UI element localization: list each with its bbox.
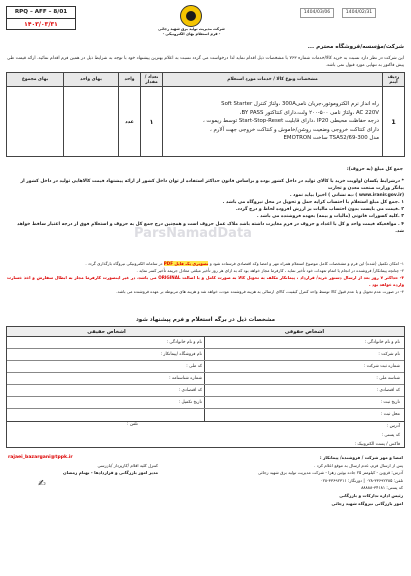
note-1b: (www.iranir.gov.ir ) ،به نشانی ) اخیرا بیاید نمود . (289, 193, 404, 199)
contact-area (7, 421, 404, 449)
footer-contact (163, 454, 403, 507)
real-persons-fields (7, 337, 206, 421)
postal-code-field[interactable]: کد پستی : (381, 433, 400, 438)
row-number: 1 (383, 87, 405, 157)
form-code-box (6, 6, 76, 30)
legal-persons-fields (204, 337, 404, 421)
item-qty: ۱ (141, 87, 163, 157)
col-qty-header: تعداد / مقدار (141, 73, 163, 87)
legal-field[interactable]: تاریخ ثبت : (205, 397, 404, 409)
table-row (7, 87, 405, 157)
real-field[interactable] (7, 409, 206, 421)
form-code: RPQ – AFF – 8/01 (7, 7, 75, 19)
tel-field[interactable]: تلفن : (127, 422, 138, 427)
col-desc-header: مشخصات ونوع کالا / خدمات موردِ استعلام (163, 73, 383, 87)
legal-field[interactable]: نام شرکت : (205, 349, 404, 361)
condition-1: ۱- امکان تکمیل (شده) این فرم و مشخصات کامل موضوع استعلام همراه مهر و امضا وکد اقتصادی فرستاده شود و تصویری یک فایل PDF در سامانه الکترونیکی نیروگاه بارگذاری گردد . (85, 261, 404, 266)
real-field[interactable]: کد ملی : (7, 361, 206, 373)
real-field[interactable]: کد اقتصادی : (7, 385, 206, 397)
footer (6, 454, 405, 566)
footer-line-1: پس از ارسال فرم، عدم ارسال به موقع اعلام کرد . (314, 462, 403, 468)
legal-field[interactable]: شماره ثبت شرکت : (205, 361, 404, 373)
legal-field[interactable]: شناسه ملی : (205, 373, 404, 385)
address-field[interactable]: آدرس : (386, 424, 400, 429)
note-1: * درشرایط یکسان اولویت خرید با کالای تولید در داخل کشور بوده و براساس قانون حداکثر استفاده از توان داخل کشور از ارائه پیشنهاد قیمت کالاهایی تولید در داخل کشور از بیانگر وزارت صنعت معدن و تجارت (20, 179, 404, 192)
footer-address: آدرس: قزوین - کیلومتر ۲۵ جاده بوئین زهرا - شرکت مدیریت تولید برق شهید رجائی (258, 470, 403, 476)
items-table (6, 72, 405, 157)
note-3: ۲ .قیمت می بایست بدون احتساب مالیات بر ارزش افزوده لحاظ و درج گردد. (235, 207, 404, 213)
watermark: ParsNamadData (134, 226, 252, 241)
real-field[interactable]: نام و نام خانوادگی : (7, 337, 206, 349)
intro-paragraph: این شرکت در نظر دارد نسبت به خرید کالا/خدمات شماره ۷۶۳ با مشخصات ذیل اقدام نماید لذا درخواست می گردد نسبت به اعلام بهترین پیشنهاد خود با توجه به شرایط ذیل در همین فرم اقدام نمائید. ارائه قیمت طی پیش فاکتور به تنهایی مورد قبول نمی باشد. (7, 56, 404, 68)
sign-label: امضا و مهر شرکت / فروشنده/ پیمانکار : (319, 455, 403, 460)
legal-field[interactable]: محل ثبت : (380, 412, 400, 417)
condition-4: ۴- در صورت عدم تحویل و یا عدم قبول کالا توسط واحد کنترل کیفیت، کالای ارسالی به هزینه فروشنده عودت خواهد شد و هزینه های مربوطه بر عهده فروشنده می باشد. (116, 288, 404, 294)
sum-in-words-label: جمع کل مبلغ (به حروف): (346, 167, 403, 172)
legal-persons-title: اشخاص حقوقی (204, 327, 404, 337)
date-field-1: 1404/03/06 (300, 8, 334, 18)
persons-box (6, 326, 405, 448)
footer-sign-2: امور بازرگانی نیروگاه شهید رجائی (331, 500, 403, 506)
item-unit: عدد (119, 87, 141, 157)
item-unit-price-field[interactable] (64, 87, 119, 157)
condition-2: ۲- چنانچه پیمانکار/ فروشنده در انجام یا اتمام تعهدات خود تأخیر نماید ، کارفرما مجاز خواهد بود که به ازای هر روز تأخیر مبلغی معادل جریمه تأخیر کسر نماید . (136, 267, 404, 273)
footer-left-2: کنترل کلیه اقلام /کارپرداز /بازرسی (97, 462, 158, 468)
note-2: ۱ .جمع کل مبلغ استعلام با احتساب کرایه حمل و تحویل در محل نیروگاه می باشد . (222, 200, 404, 206)
legal-field[interactable]: کد اقتصادی : (205, 385, 404, 397)
note-5: ۴ . مواقعیکه قیمت واحد و کل با اعداد و حروف در فرم مغایرت داشته باشد ملاک عمل حروف است و همچنین درج جمع کل به حروف و استعلام فوق از درجه اعتبار ساقط خواهد شد. (17, 221, 404, 234)
recipient-line: شرکت/مؤسسه/فروشگاه محترم ... (307, 44, 404, 50)
real-persons-title: اشخاص حقیقی (7, 327, 206, 337)
company-name: شرکت مدیریت تولید برق شهید رجائی - فرم استعلام بهای الکترونیکی - (158, 27, 225, 36)
footer-postal: کد پستی: ۳۴۱۸۱-۸۸۸۸۸ (361, 485, 403, 491)
real-field[interactable]: تاریخ تکمیل : (7, 397, 206, 409)
footer-sign-1: رئیس اداره تدارکات و بازرگانی (339, 492, 403, 498)
table-header-row (7, 73, 405, 87)
col-total-header: بهای مجموع (7, 73, 64, 87)
note-4: ۳ .کلیه کسورات قانونی (مالیات و بیمه) بعهده فروشنده می باشد . (256, 214, 404, 220)
form-revision-date: ۱۴۰۳/۰۳/۳۱ (24, 21, 58, 28)
form-header (4, 4, 407, 38)
footer-phone: تلفن: ۳۳۶۹۲۲۸۵-۰۲۸ | دورنگار: ۳۳۶۹۲۳۱۱-۰۲۸ (320, 477, 403, 483)
real-field[interactable]: نام فروشگاه /پیمانکار : (7, 349, 206, 361)
footer-left (8, 454, 158, 488)
legal-field[interactable]: نام و نام خانوادگی : (205, 337, 404, 349)
contact-email[interactable]: rajaei_bazargani@tppk.ir (8, 455, 73, 460)
item-description: راه انداز نرم الکتروموتور،جریان نامی300A ،ولتاژ کنترل Soft Starter AC 220V ،ولتاژ نامی ۵۰۰-۲۰۰ ولت،دارای کنتاکتور BY PASS، درجه حفاظت محیطی IP20 ،دارای قابلیت Start-Stop-Reset توسط ریموت ، دارای کنتاکت خروجی وضعیت روشن/خاموش و کنتاکت خروجی جهت آلارم ، مدل TSA52/69-300 ساخت EMOTRON (163, 87, 383, 157)
condition-3: ۳- حداکثر ۷ روز بعد از ارسال دستور خرید/ قرارداد ، پیمانکار مکلف به تحویل کالا به صورت کامل و با اصالت ORIGINAL می باشد، در غیر اینصورت کارفرما مجاز به ابطال سفارش و اخذ خسارت وارده خواهد بود . (7, 274, 404, 287)
spec-title: مشخصات ذیل در برگه استعلام و فرم پیشنهاد شود (135, 317, 276, 323)
col-unit-price-header: بهای واحد (64, 73, 119, 87)
signature-mark-icon: ✍ (38, 478, 46, 489)
col-unit-header: واحد (119, 73, 141, 87)
date-field-2: 1404/02/31 (342, 8, 376, 18)
real-field[interactable]: شماره شناسنامه : (7, 373, 206, 385)
rfq-form-page (4, 4, 407, 572)
fax-email-field[interactable]: فاکس / پست الکترونیک : (354, 442, 400, 447)
company-logo-icon (180, 5, 202, 27)
col-row-header: ردیف آیتم (383, 73, 405, 87)
item-total-field[interactable] (7, 87, 64, 157)
conditions-section (7, 261, 404, 296)
footer-left-sign: مدیر امور بازرگانی و قراردادها - بهنام رمضان (63, 470, 158, 476)
